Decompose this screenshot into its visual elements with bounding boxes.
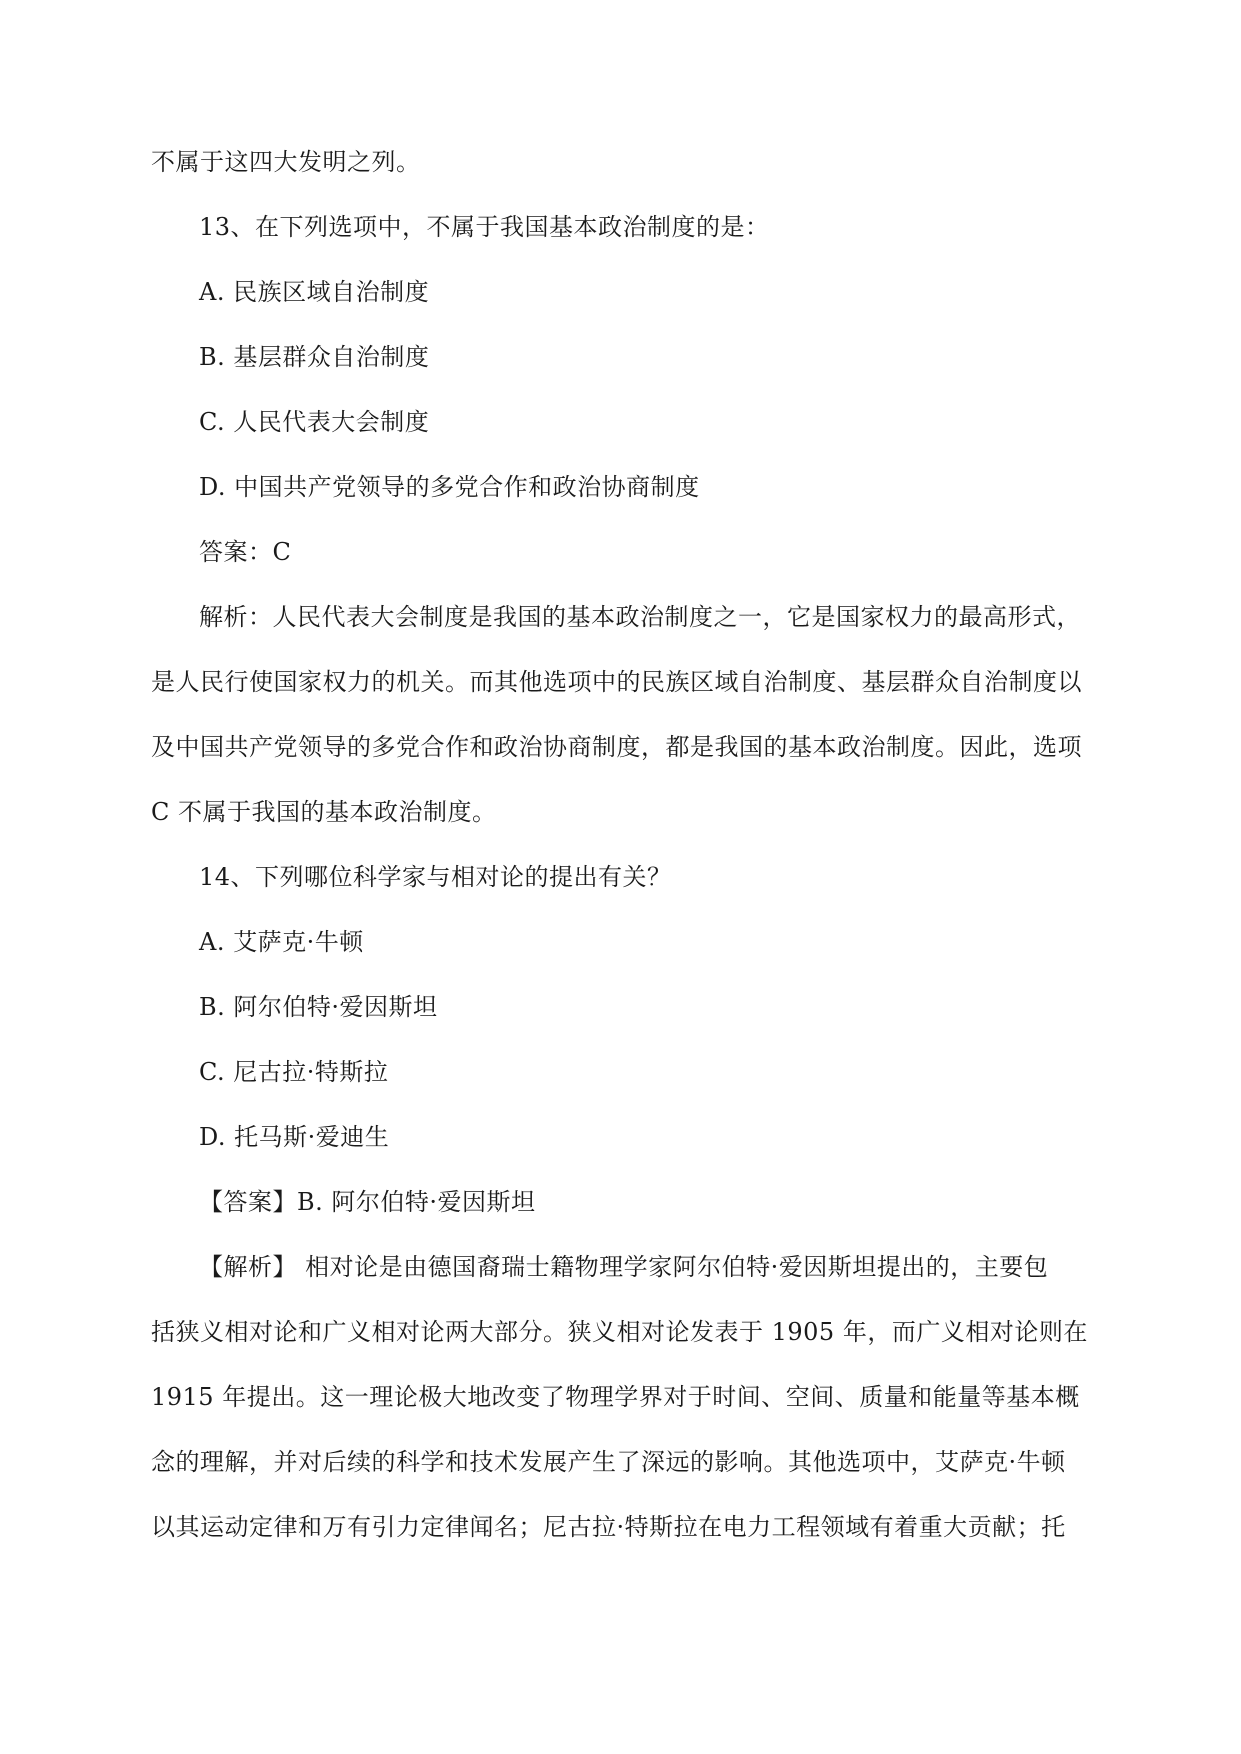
option-d: D. 托马斯·爱迪生 — [199, 1123, 390, 1151]
explanation-13-line: 及中国共产党领导的多党合作和政治协商制度，都是我国的基本政治制度。因此，选项 — [151, 733, 1082, 761]
option-d: D. 中国共产党领导的多党合作和政治协商制度 — [199, 473, 700, 501]
option-c: C. 尼古拉·特斯拉 — [199, 1058, 389, 1086]
explanation-13-line: 解析：人民代表大会制度是我国的基本政治制度之一，它是国家权力的最高形式， — [199, 603, 1081, 631]
answer-14: 【答案】B. 阿尔伯特·爱因斯坦 — [199, 1188, 536, 1216]
option-b: B. 阿尔伯特·爱因斯坦 — [199, 993, 438, 1021]
question-14: 14、下列哪位科学家与相对论的提出有关？ — [199, 863, 672, 891]
explanation-14-line: 括狭义相对论和广义相对论两大部分。狭义相对论发表于 1905 年，而广义相对论则在 — [151, 1318, 1088, 1346]
paragraph-line: 不属于这四大发明之列。 — [151, 148, 421, 176]
option-a: A. 民族区域自治制度 — [199, 278, 430, 306]
option-c: C. 人民代表大会制度 — [199, 408, 430, 436]
explanation-14-line: 以其运动定律和万有引力定律闻名；尼古拉·特斯拉在电力工程领域有着重大贡献；托 — [151, 1513, 1066, 1541]
question-13: 13、在下列选项中，不属于我国基本政治制度的是： — [199, 213, 770, 241]
answer-13: 答案：C — [199, 538, 292, 566]
explanation-14-line: 念的理解，并对后续的科学和技术发展产生了深远的影响。其他选项中，艾萨克·牛顿 — [151, 1448, 1066, 1476]
explanation-13-line: 是人民行使国家权力的机关。而其他选项中的民族区域自治制度、基层群众自治制度以 — [151, 668, 1082, 696]
explanation-13-line: C 不属于我国的基本政治制度。 — [151, 798, 497, 826]
explanation-14-line: 【解析】 相对论是由德国裔瑞士籍物理学家阿尔伯特·爱因斯坦提出的，主要包 — [199, 1253, 1049, 1281]
option-b: B. 基层群众自治制度 — [199, 343, 430, 371]
option-a: A. 艾萨克·牛顿 — [199, 928, 364, 956]
explanation-14-line: 1915 年提出。这一理论极大地改变了物理学界对于时间、空间、质量和能量等基本概 — [151, 1383, 1080, 1411]
